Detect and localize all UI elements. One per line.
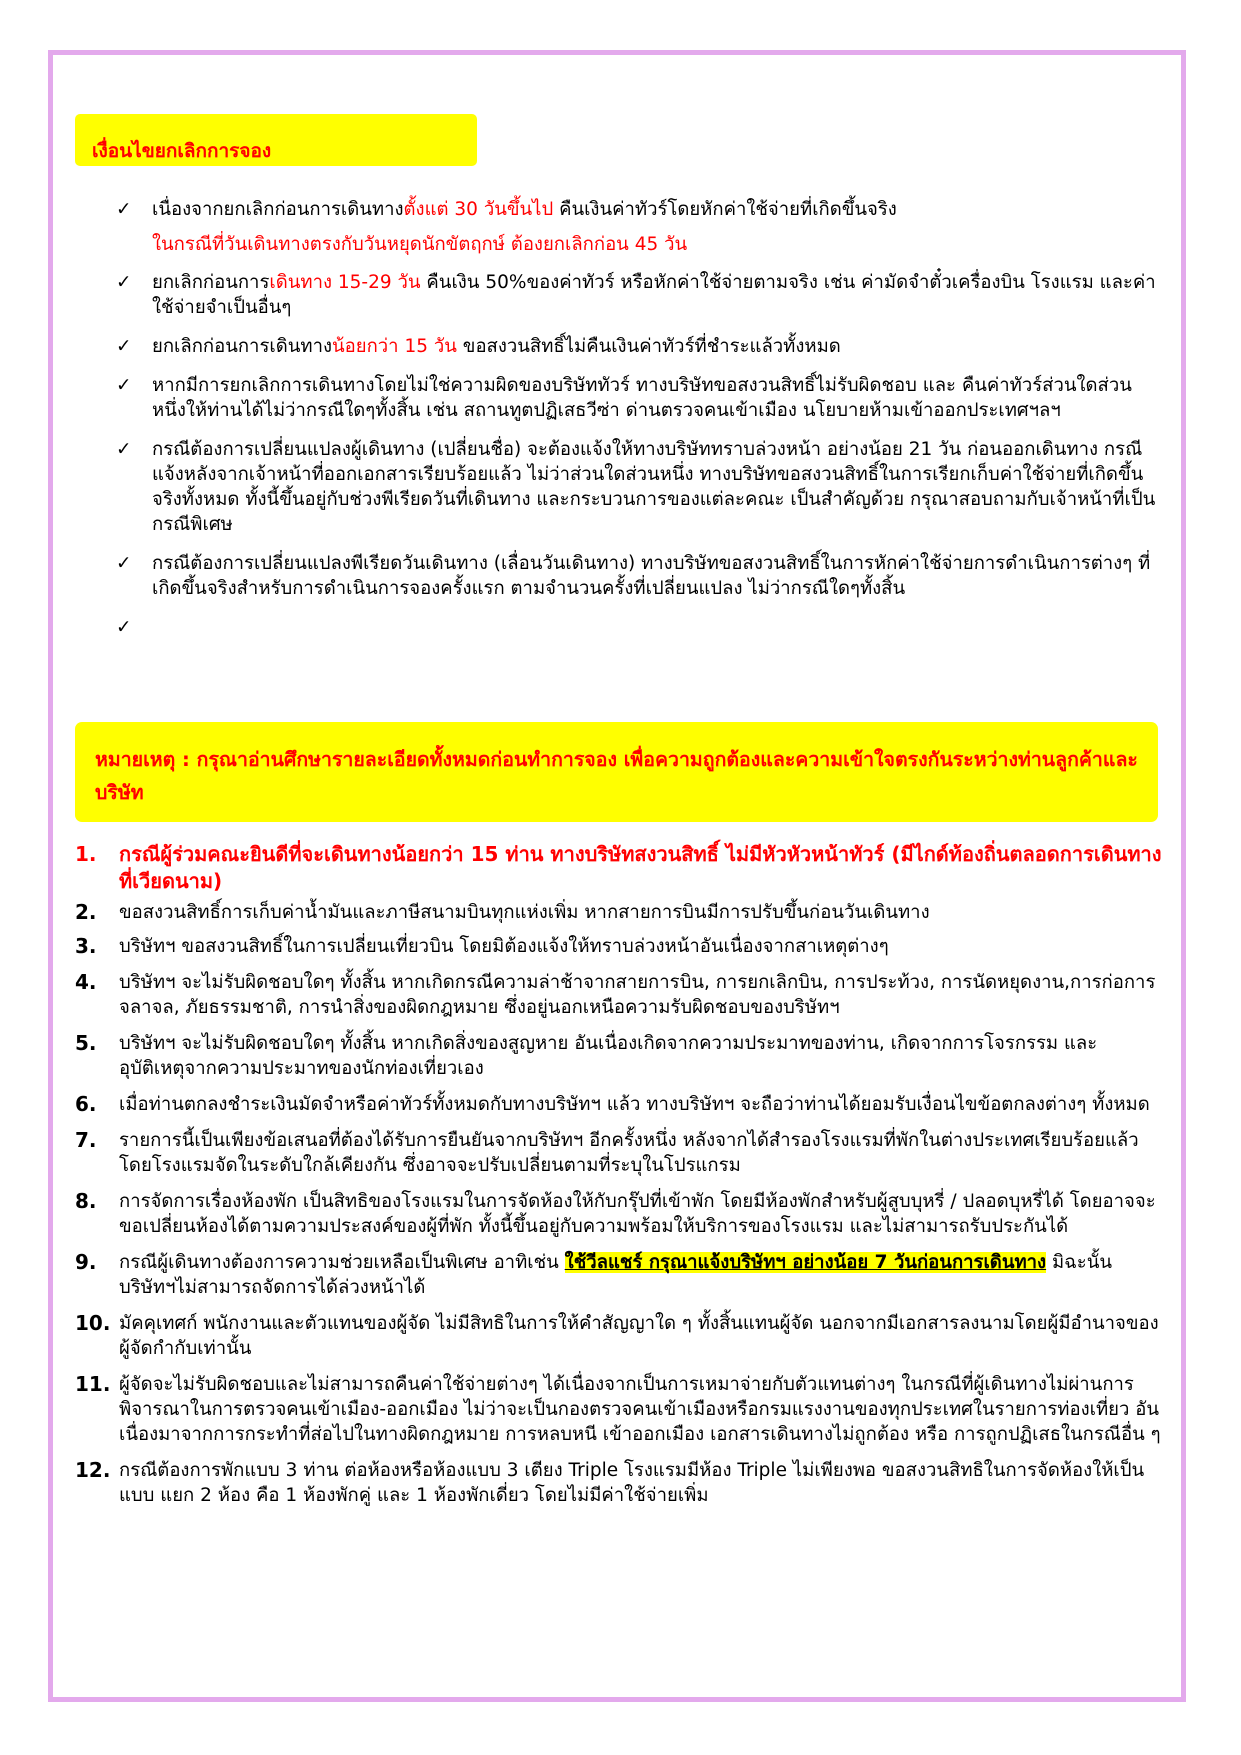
item-text: กรณีผู้ร่วมคณะยินดีที่จะเดินทางน้อยกว่า 15 ท่าน ทางบริษัทสงวนสิทธิ์ ไม่มีหัวหัวหน้าทัวร์ (มีไกด์ท้องถิ่นตลอดการเดินทางที่เวียดนาม)	[119, 842, 1162, 893]
section-title: เงื่อนไขยกเลิกการจอง	[75, 114, 477, 166]
list-item	[75, 841, 1165, 895]
list-item	[113, 373, 1163, 423]
list-item	[75, 1128, 1165, 1178]
condition-text: หากมีการยกเลิกการเดินทางโดยไม่ใช่ความผิดของบริษัททัวร์ ทางบริษัทขอสงวนสิทธิ์ไม่รับผิดชอบ และ คืนค่าทัวร์ส่วนใดส่วนหนึ่งให้ท่านได้ไม่ว่ากรณีใดๆทั้งสิ้น เช่น สถานทูตปฏิเสธวีซ่า ด่านตรวจคนเข้าเมือง นโยบายห้ามเข้าออกประเทศฯลฯ	[152, 375, 1132, 421]
check-icon: ✓	[116, 375, 132, 396]
check-icon: ✓	[116, 439, 132, 460]
item-text: บริษัทฯ ขอสงวนสิทธิ์ในการเปลี่ยนเที่ยวบิน โดยมิต้องแจ้งให้ทราบล่วงหน้าอันเนื่องจากสาเหตุต่างๆ	[119, 936, 889, 957]
list-item	[113, 551, 1163, 601]
item-text: รายการนี้เป็นเพียงข้อเสนอที่ต้องได้รับการยืนยันจากบริษัทฯ อีกครั้งหนึ่ง หลังจากได้สำรองโรงแรมที่พักในต่างประเทศเรียบร้อยแล้ว โดยโรงแรมจัดในระดับใกล้เคียงกัน ซึ่งอาจจะปรับเปลี่ยนตามที่ระบุในโปรแกรม	[119, 1130, 1139, 1176]
item-number: 5.	[75, 1031, 97, 1055]
condition-text: กรณีต้องการเปลี่ยนแปลงพีเรียดวันเดินทาง (เลื่อนวันเดินทาง) ทางบริษัทขอสงวนสิทธิ์ในการหักค่าใช้จ่ายการดำเนินการต่างๆ ที่เกิดขึ้นจริงสำหรับการดำเนินการจองครั้งแรก ตามจำนวนครั้งที่เปลี่ยนแปลง ไม่ว่ากรณีใดๆทั้งสิ้น	[152, 553, 1151, 599]
item-number: 8.	[75, 1189, 97, 1213]
list-item	[75, 970, 1165, 1020]
condition-emphasis: เดินทาง 15-29 วัน	[269, 272, 421, 293]
item-text: การจัดการเรื่องห้องพัก เป็นสิทธิของโรงแรมในการจัดห้องให้กับกรุ๊ปที่เข้าพัก โดยมีห้องพักสำหรับผู้สูบบุหรี่ / ปลอดบุหรี่ได้ โดยอาจจะขอเปลี่ยนห้องได้ตามความประสงค์ของผู้ที่พัก ทั้งนี้ขึ้นอยู่กับความพร้อมให้บริการของโรงแรม และไม่สามารถรับประกันได้	[119, 1191, 1156, 1237]
condition-text-tail: คืนเงินค่าทัวร์โดยหักค่าใช้จ่ายที่เกิดขึ้นจริง	[553, 199, 897, 220]
cancel-conditions-list	[113, 197, 1163, 640]
item-number: 2.	[75, 900, 97, 924]
condition-emphasis: น้อยกว่า 15 วัน	[332, 336, 457, 357]
check-icon: ✓	[116, 617, 132, 638]
remarks-list	[75, 841, 1165, 1508]
list-item	[75, 1458, 1165, 1508]
condition-text-tail: ขอสงวนสิทธิ์ไม่คืนเงินค่าทัวร์ที่ชำระแล้วทั้งหมด	[456, 336, 841, 357]
item-number: 11.	[75, 1372, 111, 1396]
underlined-text: การเดินทาง	[951, 1252, 1047, 1273]
list-item	[75, 1311, 1165, 1361]
list-item	[75, 1250, 1165, 1300]
highlighted-text: ใช้วีลแชร์ กรุณาแจ้งบริษัทฯ อย่างน้อย 7 วันก่อน	[564, 1252, 952, 1273]
item-number: 4.	[75, 970, 97, 994]
item-text: บริษัทฯ จะไม่รับผิดชอบใดๆ ทั้งสิ้น หากเกิดสิ่งของสูญหาย อันเนื่องเกิดจากความประมาทของท่าน, เกิดจากการโจรกรรม และ อุบัติเหตุจากความประมาทของนักท่องเที่ยวเอง	[119, 1033, 1098, 1079]
list-item	[113, 270, 1163, 320]
item-text: มัคคุเทศก์ พนักงานและตัวแทนของผู้จัด ไม่มีสิทธิในการให้คำสัญญาใด ๆ ทั้งสิ้นแทนผู้จัด นอกจากมีเอกสารลงนามโดยผู้มีอำนาจของผู้จัดกำกับเท่านั้น	[119, 1313, 1159, 1359]
condition-text: กรณีต้องการเปลี่ยนแปลงผู้เดินทาง (เปลี่ยนชื่อ) จะต้องแจ้งให้ทางบริษัททราบล่วงหน้า อย่างน้อย 21 วัน ก่อนออกเดินทาง กรณีแจ้งหลังจากเจ้าหน้าที่ออกเอกสารเรียบร้อยแล้ว ไม่ว่าส่วนใดส่วนหนึ่ง ทางบริษัทขอสงวนสิทธิ์ในการเรียกเก็บค่าใช้จ่ายที่เกิดขึ้นจริงทั้งหมด ทั้งนี้ขึ้นอยู่กับช่วงพีเรียดวันที่เดินทาง และกระบวนการของแต่ละคณะ เป็นสำคัญด้วย กรุณาสอบถามกับเจ้าหน้าที่เป็นกรณีพิเศษ	[152, 439, 1156, 535]
item-number: 3.	[75, 934, 97, 958]
condition-subnote: ในกรณีที่วันเดินทางตรงกับวันหยุดนักขัตฤกษ์ ต้องยกเลิกก่อน 45 วัน	[152, 234, 688, 255]
item-text: กรณีผู้เดินทางต้องการความช่วยเหลือเป็นพิเศษ อาทิเช่น	[119, 1252, 565, 1273]
list-item	[113, 615, 1163, 640]
list-item	[75, 934, 1165, 959]
item-text: เมื่อท่านตกลงชำระเงินมัดจำหรือค่าทัวร์ทั้งหมดกับทางบริษัทฯ แล้ว ทางบริษัทฯ จะถือว่าท่านได้ยอมรับเงื่อนไขข้อตกลงต่างๆ ทั้งหมด	[119, 1094, 1150, 1115]
condition-text: ยกเลิกก่อนการ	[152, 272, 270, 293]
check-icon: ✓	[116, 272, 132, 293]
item-number: 10.	[75, 1311, 111, 1335]
item-text: ขอสงวนสิทธิ์การเก็บค่าน้ำมันและภาษีสนามบินทุกแห่งเพิ่ม หากสายการบินมีการปรับขึ้นก่อนวันเดินทาง	[119, 902, 930, 923]
list-item	[113, 334, 1163, 359]
condition-text: ยกเลิกก่อนการเดินทาง	[152, 336, 332, 357]
item-number: 7.	[75, 1128, 97, 1152]
item-number: 9.	[75, 1250, 97, 1274]
item-number: 12.	[75, 1458, 111, 1482]
item-text: กรณีต้องการพักแบบ 3 ท่าน ต่อห้องหรือห้องแบบ 3 เตียง Triple โรงแรมมีห้อง Triple ไม่เพียงพอ ขอสงวนสิทธิในการจัดห้องให้เป็นแบบ แยก 2 ห้อง คือ 1 ห้องพักคู่ และ 1 ห้องพักเดี่ยว โดยไม่มีค่าใช้จ่ายเพิ่ม	[119, 1460, 1145, 1506]
condition-emphasis: ตั้งแต่ 30 วันขึ้นไป	[403, 199, 554, 220]
item-text: บริษัทฯ จะไม่รับผิดชอบใดๆ ทั้งสิ้น หากเกิดกรณีความล่าช้าจากสายการบิน, การยกเลิกบิน, การประท้วง, การนัดหยุดงาน,การก่อการจลาจล, ภัยธรรมชาติ, การนำสิ่งของผิดกฎหมาย ซึ่งอยู่นอกเหนือความรับผิดชอบของบริษัทฯ	[119, 972, 1156, 1018]
condition-text: เนื่องจากยกเลิกก่อนการเดินทาง	[152, 199, 404, 220]
list-item	[75, 1031, 1165, 1081]
list-item	[75, 1092, 1165, 1117]
item-number: 1.	[75, 842, 97, 866]
item-text: ผู้จัดจะไม่รับผิดชอบและไม่สามารถคืนค่าใช้จ่ายต่างๆ ได้เนื่องจากเป็นการเหมาจ่ายกับตัวแทนต่างๆ ในกรณีที่ผู้เดินทางไม่ผ่านการพิจารณาในการตรวจคนเข้าเมือง-ออกเมือง ไม่ว่าจะเป็นกองตรวจคนเข้าเมืองหรือกรมแรงงานของทุกประเทศในรายการท่องเที่ยว อันเนื่องมาจากการกระทำที่ส่อไปในทางผิดกฎหมาย การหลบหนี เข้าออกเมือง เอกสารเดินทางไม่ถูกต้อง หรือ การถูกปฏิเสธในกรณีอื่น ๆ	[119, 1374, 1161, 1445]
list-item	[113, 437, 1163, 537]
check-icon: ✓	[116, 553, 132, 574]
list-item	[75, 900, 1165, 925]
check-icon: ✓	[116, 199, 132, 220]
list-item	[113, 197, 1163, 257]
list-item	[75, 1372, 1165, 1447]
condition-text-tail: คืนเงิน 50%ของค่าทัวร์ หรือหักค่าใช้จ่ายตามจริง เช่น ค่ามัดจำตั๋วเครื่องบิน โรงแรม และค่าใช้จ่ายจำเป็นอื่นๆ	[152, 272, 1156, 318]
item-number: 6.	[75, 1092, 97, 1116]
item-text-tail: มิฉะนั้นบริษัทฯไม่สามารถจัดการได้ล่วงหน้าได้	[119, 1252, 1112, 1298]
important-note: หมายเหตุ : กรุณาอ่านศึกษารายละเอียดทั้งหมดก่อนทำการจอง เพื่อความถูกต้องและความเข้าใจตรงกันระหว่างท่านลูกค้าและบริษัท	[75, 722, 1158, 822]
check-icon: ✓	[116, 336, 132, 357]
list-item	[75, 1189, 1165, 1239]
